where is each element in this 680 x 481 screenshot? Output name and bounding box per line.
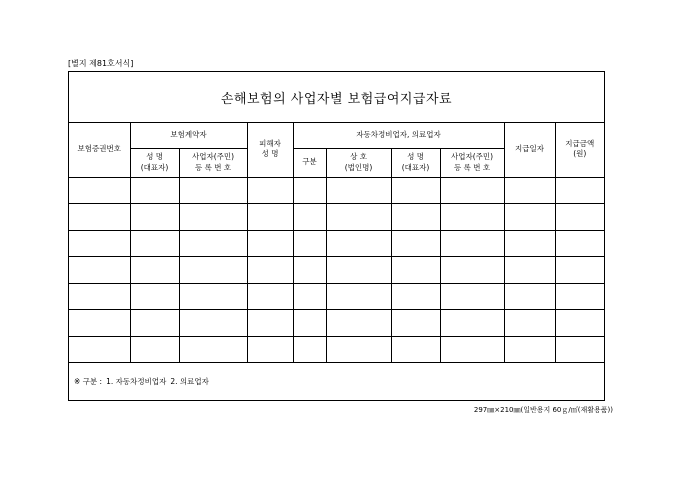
table-cell[interactable] <box>293 230 326 257</box>
table-cell[interactable] <box>130 336 179 363</box>
table-cell[interactable] <box>440 204 504 231</box>
table-cell[interactable] <box>555 310 604 337</box>
table-cell[interactable] <box>130 177 179 204</box>
paper-spec: 297㎜×210㎜(일반용지 60ｇ/㎡(재활용품)) <box>473 406 613 414</box>
table-cell[interactable] <box>326 177 391 204</box>
table-cell[interactable] <box>391 283 440 310</box>
table-cell[interactable] <box>504 177 555 204</box>
table-cell[interactable] <box>293 177 326 204</box>
table-cell[interactable] <box>247 336 293 363</box>
table-cell[interactable] <box>130 230 179 257</box>
table-cell[interactable] <box>69 230 130 257</box>
title-row <box>69 72 604 123</box>
table-cell[interactable] <box>504 204 555 231</box>
table-cell[interactable] <box>326 230 391 257</box>
table-cell[interactable] <box>179 257 247 284</box>
table-row <box>69 283 604 310</box>
table-cell[interactable] <box>391 336 440 363</box>
table-cell[interactable] <box>504 283 555 310</box>
table-cell[interactable] <box>326 336 391 363</box>
table-row <box>69 177 604 204</box>
table-cell[interactable] <box>504 310 555 337</box>
table-row <box>69 204 604 231</box>
table-cell[interactable] <box>179 310 247 337</box>
form-title: 손해보험의 사업자별 보험급여지급자료 <box>220 91 453 107</box>
table-cell[interactable] <box>326 257 391 284</box>
header-trade-name: 상 호 (법인명) <box>326 148 391 177</box>
form-frame <box>68 71 605 401</box>
table-cell[interactable] <box>504 230 555 257</box>
note-prefix: ※ 구분 : <box>74 377 103 386</box>
table-cell[interactable] <box>293 310 326 337</box>
table-cell[interactable] <box>293 336 326 363</box>
form-number-label: [별지 제81호서식] <box>68 59 134 68</box>
table-cell[interactable] <box>179 230 247 257</box>
table-cell[interactable] <box>130 204 179 231</box>
table-cell[interactable] <box>247 310 293 337</box>
table-cell[interactable] <box>247 257 293 284</box>
table-cell[interactable] <box>440 230 504 257</box>
table-cell[interactable] <box>247 283 293 310</box>
table-cell[interactable] <box>69 310 130 337</box>
header-category: 구분 <box>293 148 326 177</box>
header-victim-name: 피해자 성 명 <box>247 122 293 177</box>
table-cell[interactable] <box>555 230 604 257</box>
table-row <box>69 336 604 363</box>
table-cell[interactable] <box>391 257 440 284</box>
table-cell[interactable] <box>130 283 179 310</box>
header-business-owner-name: 성 명 (대표자) <box>391 148 440 177</box>
table-cell[interactable] <box>555 336 604 363</box>
table-cell[interactable] <box>555 257 604 284</box>
table-cell[interactable] <box>179 336 247 363</box>
table-cell[interactable] <box>130 257 179 284</box>
table-cell[interactable] <box>179 177 247 204</box>
table-cell[interactable] <box>440 177 504 204</box>
table-cell[interactable] <box>69 283 130 310</box>
payment-data-table <box>69 122 604 363</box>
note-option-1: 1. 자동차정비업자 <box>106 377 167 386</box>
table-cell[interactable] <box>504 336 555 363</box>
table-row <box>69 230 604 257</box>
table-cell[interactable] <box>69 257 130 284</box>
table-cell[interactable] <box>69 177 130 204</box>
table-cell[interactable] <box>440 336 504 363</box>
table-cell[interactable] <box>326 310 391 337</box>
header-insurance-contractor: 보험계약자 <box>130 122 247 148</box>
table-cell[interactable] <box>440 283 504 310</box>
header-business-registration: 사업자(주민) 등 록 번 호 <box>440 148 504 177</box>
table-cell[interactable] <box>69 204 130 231</box>
table-cell[interactable] <box>293 204 326 231</box>
category-note <box>69 362 604 400</box>
header-contractor-registration: 사업자(주민) 등 록 번 호 <box>179 148 247 177</box>
table-cell[interactable] <box>391 177 440 204</box>
header-payment-amount: 지급금액 (원) <box>555 122 604 177</box>
table-cell[interactable] <box>440 257 504 284</box>
table-cell[interactable] <box>555 177 604 204</box>
table-cell[interactable] <box>391 310 440 337</box>
table-cell[interactable] <box>440 310 504 337</box>
note-option-2: 2. 의료업자 <box>170 377 209 386</box>
table-cell[interactable] <box>326 283 391 310</box>
header-repairer-medical: 자동차정비업자, 의료업자 <box>293 122 504 148</box>
table-cell[interactable] <box>391 230 440 257</box>
table-cell[interactable] <box>293 257 326 284</box>
header-payment-date: 지급일자 <box>504 122 555 177</box>
table-cell[interactable] <box>504 257 555 284</box>
table-cell[interactable] <box>326 204 391 231</box>
table-cell[interactable] <box>179 204 247 231</box>
header-contractor-name: 성 명 (대표자) <box>130 148 179 177</box>
table-cell[interactable] <box>555 204 604 231</box>
table-row <box>69 310 604 337</box>
table-row <box>69 257 604 284</box>
table-cell[interactable] <box>247 204 293 231</box>
table-cell[interactable] <box>247 230 293 257</box>
table-cell[interactable] <box>130 310 179 337</box>
table-cell[interactable] <box>69 336 130 363</box>
table-cell[interactable] <box>391 204 440 231</box>
table-cell[interactable] <box>179 283 247 310</box>
header-policy-number: 보험증권번호 <box>69 122 130 177</box>
table-cell[interactable] <box>555 283 604 310</box>
table-cell[interactable] <box>247 177 293 204</box>
table-body <box>69 177 604 363</box>
table-cell[interactable] <box>293 283 326 310</box>
